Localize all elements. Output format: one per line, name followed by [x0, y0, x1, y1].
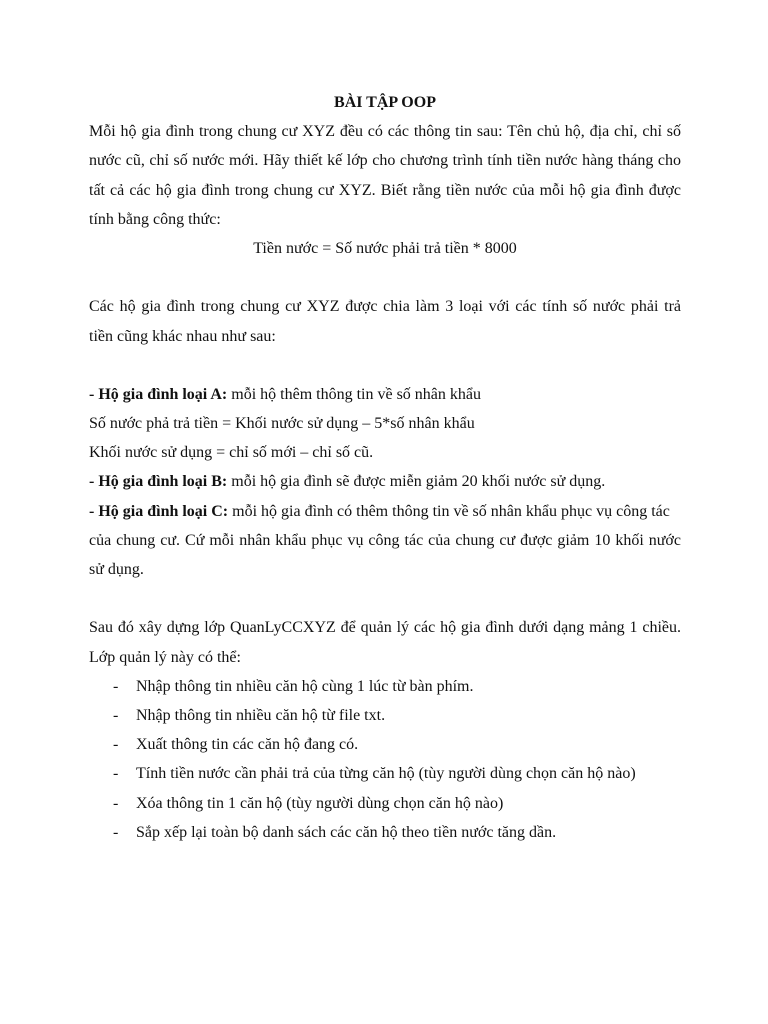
- bullet-dash: -: [113, 794, 119, 812]
- type-a-text: mỗi hộ thêm thông tin về số nhân khẩu: [227, 385, 481, 403]
- types-intro-line: tiền cũng khác nhau như sau:: [89, 327, 276, 345]
- type-a-usage-formula: Khối nước sử dụng = chỉ số mới – chỉ số cũ.: [89, 444, 374, 462]
- blank-line: [89, 584, 681, 613]
- feature-text: Nhập thông tin nhiều căn hộ từ file txt.: [136, 706, 386, 724]
- feature-text: Xuất thông tin các căn hộ đang có.: [136, 736, 359, 754]
- bullet-dash: -: [113, 706, 119, 724]
- feature-text: Sắp xếp lại toàn bộ danh sách các căn hộ theo tiền nước tăng dần.: [136, 823, 557, 841]
- feature-list-item: [89, 818, 681, 847]
- type-a-description: [89, 380, 681, 409]
- blank-line: [89, 351, 681, 380]
- document-content: [89, 88, 681, 847]
- bullet-dash: -: [113, 823, 119, 841]
- intro-line: tất cả các hộ gia đình trong chung cư XYZ. Biết rằng tiền nước của mỗi hộ gia đình được: [89, 181, 681, 199]
- type-c-continuation: sử dụng.: [89, 561, 144, 578]
- feature-list-item: [89, 789, 681, 818]
- document-title: BÀI TẬP OOP: [334, 94, 436, 111]
- water-cost-formula: Tiền nước = Số nước phải trả tiền * 8000: [253, 239, 517, 257]
- type-b-description: [89, 467, 681, 496]
- blank-line: [89, 263, 681, 292]
- feature-list-item: [89, 730, 681, 759]
- types-intro-line: Các hộ gia đình trong chung cư XYZ được chia làm 3 loại với các tính số nước phải trả: [89, 298, 681, 316]
- feature-text: Xóa thông tin 1 căn hộ (tùy người dùng chọn căn hộ nào): [136, 794, 504, 812]
- feature-text: Nhập thông tin nhiều căn hộ cùng 1 lúc từ bàn phím.: [136, 677, 474, 695]
- manager-class-line: Lớp quản lý này có thể:: [89, 648, 241, 666]
- type-c-description: [89, 497, 681, 526]
- feature-list-item: [89, 672, 681, 701]
- intro-line: Mỗi hộ gia đình trong chung cư XYZ đều có các thông tin sau: Tên chủ hộ, địa chỉ, chỉ số: [89, 123, 681, 141]
- intro-line: nước cũ, chỉ số nước mới. Hãy thiết kế lớp cho chương trình tính tiền nước hàng tháng cho: [89, 152, 681, 170]
- type-b-text: mỗi hộ gia đình sẽ được miễn giảm 20 khối nước sử dụng.: [227, 473, 606, 491]
- bullet-dash: -: [113, 677, 119, 695]
- feature-list-item: [89, 701, 681, 730]
- type-a-label: - Hộ gia đình loại A:: [89, 385, 228, 403]
- bullet-dash: -: [113, 736, 119, 754]
- type-c-label: - Hộ gia đình loại C:: [89, 502, 229, 520]
- type-b-label: - Hộ gia đình loại B:: [89, 473, 228, 491]
- intro-line: tính bằng công thức:: [89, 210, 221, 228]
- bullet-dash: -: [113, 765, 119, 783]
- manager-class-line: Sau đó xây dựng lớp QuanLyCCXYZ để quản lý các hộ gia đình dưới dạng mảng 1 chiều.: [89, 619, 681, 637]
- feature-list-item: [89, 759, 681, 788]
- feature-text: Tính tiền nước cần phải trả của từng căn hộ (tùy người dùng chọn căn hộ nào): [136, 765, 636, 783]
- type-a-formula: Số nước phả trả tiền = Khối nước sử dụng – 5*số nhân khẩu: [89, 415, 475, 433]
- type-c-continuation: của chung cư. Cứ mỗi nhân khẩu phục vụ công tác của chung cư được giảm 10 khối nước: [89, 531, 681, 549]
- type-c-text: mỗi hộ gia đình có thêm thông tin về số nhân khẩu phục vụ công tác: [228, 502, 670, 520]
